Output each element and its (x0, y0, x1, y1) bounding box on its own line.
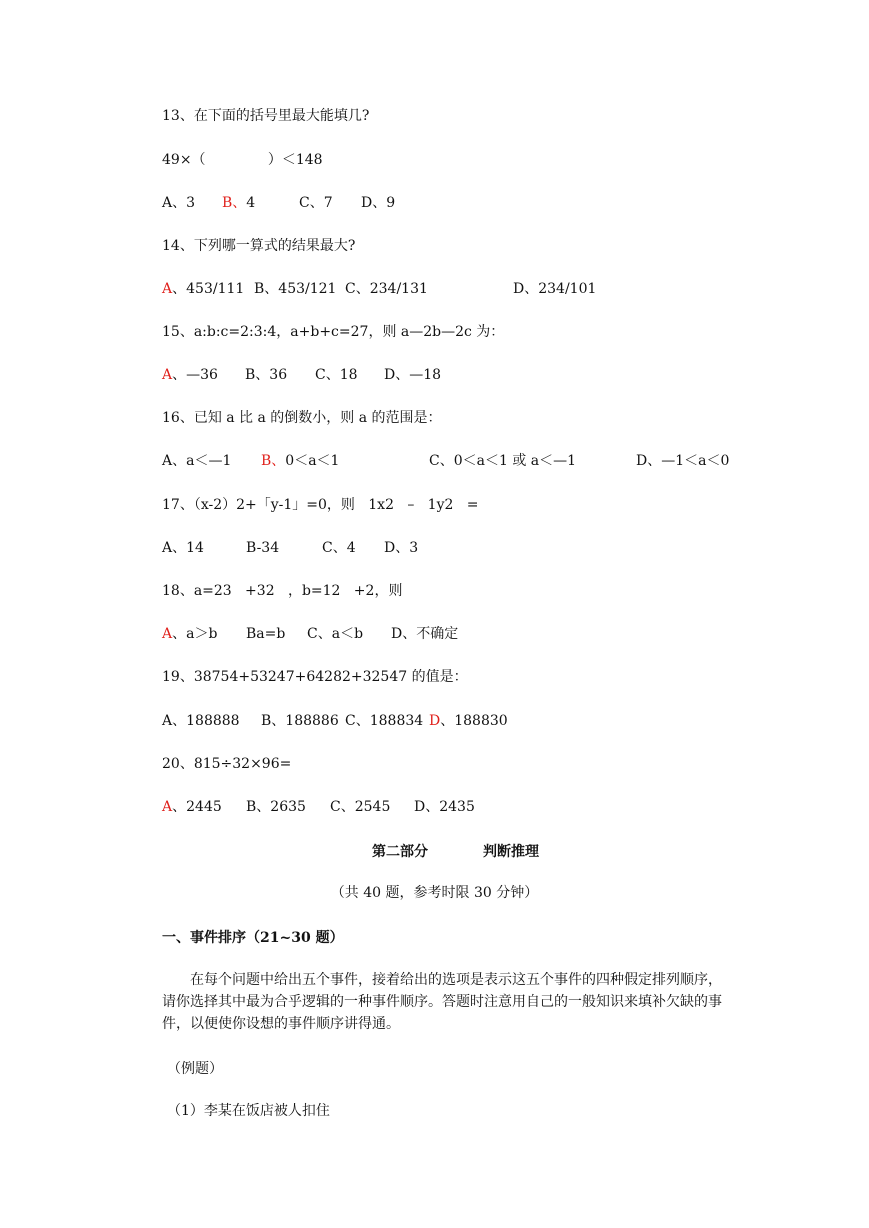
option-text: —36 (186, 367, 218, 383)
section-instructions: 在每个问题中给出五个事件，接着给出的选项是表示这五个事件的四种假定排列顺序，请你选择其中最为合乎逻辑的一种事件顺序。答题时注意用自己的一般知识来填补欠缺的事件，以便使你设想的事件顺序讲得通。 (162, 972, 722, 1032)
option-text: 4 (246, 195, 256, 211)
option-text: 188886 (285, 713, 339, 729)
section-title: 一、事件排序（21~30 题） (162, 930, 344, 946)
option-sep: 、 (647, 453, 662, 469)
option-d (636, 452, 729, 470)
option-text: 453/121 (278, 281, 337, 297)
option-letter: D (414, 799, 426, 815)
option-d (414, 798, 475, 816)
option-b (222, 194, 255, 212)
option-text: 453/111 (186, 281, 245, 297)
question-20-title: 20、815÷32×96= (162, 756, 292, 772)
option-text: 2635 (270, 799, 306, 815)
option-c (345, 712, 423, 730)
option-d (361, 194, 395, 212)
option-text: 2435 (439, 799, 475, 815)
option-sep: 、 (355, 713, 370, 729)
option-b (246, 625, 285, 643)
question-19-title: 19、38754+53247+64282+32547 的值是： (162, 669, 468, 685)
option-letter: A (162, 713, 173, 729)
question-17-title: 17、（x-2）2+「y-1」=0，则 1x2 – 1y2 = (162, 497, 479, 513)
option-letter: C (322, 540, 333, 556)
option-sep: 、 (256, 799, 271, 815)
option-letter: B (246, 799, 257, 815)
example-label: （例题） (167, 1061, 223, 1077)
option-letter: B (245, 367, 256, 383)
part-heading-left: 第二部分 (372, 844, 428, 860)
option-text: 234/131 (369, 281, 428, 297)
option-sep: 、 (440, 713, 455, 729)
option-text: 234/101 (538, 281, 597, 297)
option-sep: 、 (355, 281, 370, 297)
option-letter: B (222, 195, 233, 211)
option-text: a＞b (186, 626, 218, 642)
question-15-title: 15、a:b:c=2:3:4，a+b+c=27，则 a—2b—2c 为： (162, 324, 505, 340)
option-text: 9 (386, 195, 396, 211)
question-16-title: 16、已知 a 比 a 的倒数小，则 a 的范围是： (162, 410, 442, 426)
option-letter: D (513, 281, 525, 297)
option-letter: C (315, 367, 326, 383)
option-sep: 、 (172, 540, 187, 556)
option-a (162, 366, 218, 384)
option-text: 3 (186, 195, 196, 211)
option-a (162, 452, 231, 470)
option-sep: 、 (340, 799, 355, 815)
option-letter: C (345, 713, 356, 729)
option-text: 14 (186, 540, 204, 556)
option-text: a＜—1 (186, 453, 232, 469)
option-letter: B (261, 713, 272, 729)
option-b (261, 712, 339, 730)
option-text: a＜b (331, 626, 364, 642)
option-letter: D (384, 540, 396, 556)
option-d (429, 712, 508, 730)
option-sep: 、 (172, 713, 187, 729)
option-text: —18 (409, 367, 442, 383)
option-letter: B (246, 540, 257, 556)
option-letter: D (384, 367, 396, 383)
option-text: 4 (346, 540, 356, 556)
option-sep: 、 (524, 281, 539, 297)
option-sep: 、 (255, 367, 270, 383)
option-letter: A (162, 626, 173, 642)
option-sep: 、 (395, 540, 410, 556)
option-text: 0＜a＜1 (285, 453, 340, 469)
option-b (246, 539, 279, 557)
option-sep: 、 (402, 626, 417, 642)
option-sep: 、 (264, 281, 279, 297)
option-letter: D (391, 626, 403, 642)
option-c (330, 798, 390, 816)
option-letter: C (429, 453, 440, 469)
option-letter: A (162, 195, 173, 211)
option-sep: 、 (172, 367, 187, 383)
option-c (322, 539, 356, 557)
option-sep: 、 (172, 626, 187, 642)
option-text: -34 (256, 540, 280, 556)
option-letter: C (299, 195, 310, 211)
option-a (162, 194, 195, 212)
option-c (307, 625, 363, 643)
option-sep: 、 (172, 799, 187, 815)
option-letter: A (162, 367, 173, 383)
option-sep: 、 (325, 367, 340, 383)
part-subheading: （共 40 题，参考时限 30 分钟） (330, 885, 539, 901)
option-text: 7 (323, 195, 333, 211)
option-b (261, 452, 339, 470)
option-sep: 、 (271, 453, 286, 469)
option-sep: 、 (372, 195, 387, 211)
option-letter: D (361, 195, 373, 211)
option-a (162, 798, 222, 816)
option-letter: A (162, 540, 173, 556)
option-text: 不确定 (416, 626, 459, 642)
question-18-title: 18、a=23 +32 ，b=12 +2，则 (162, 583, 403, 599)
option-sep: 、 (271, 713, 286, 729)
option-sep: 、 (172, 195, 187, 211)
option-sep: 、 (172, 453, 187, 469)
question-14-title: 14、下列哪一算式的结果最大? (162, 238, 356, 254)
option-letter: C (345, 281, 356, 297)
option-text: 188888 (186, 713, 240, 729)
option-c (345, 280, 428, 298)
question-13-title: 13、在下面的括号里最大能填几? (162, 108, 370, 124)
option-text: 2545 (354, 799, 391, 815)
option-letter: A (162, 799, 173, 815)
option-sep: 、 (439, 453, 454, 469)
option-c (315, 366, 358, 384)
option-d (384, 366, 441, 384)
option-sep: 、 (309, 195, 324, 211)
option-a (162, 625, 217, 643)
option-c (429, 452, 576, 470)
option-text: —1＜a＜0 (661, 453, 730, 469)
option-d (384, 539, 418, 557)
option-text: 2445 (186, 799, 222, 815)
option-sep: 、 (317, 626, 332, 642)
option-letter: A (162, 281, 173, 297)
option-sep: 、 (232, 195, 247, 211)
option-text: 36 (269, 367, 288, 383)
option-a (162, 712, 240, 730)
option-a (162, 280, 244, 298)
option-text: 3 (409, 540, 419, 556)
option-text: 188830 (454, 713, 508, 729)
option-letter: D (429, 713, 441, 729)
option-letter: C (307, 626, 318, 642)
option-letter: C (330, 799, 341, 815)
option-b (254, 280, 336, 298)
option-c (299, 194, 333, 212)
option-b (245, 366, 287, 384)
option-d (391, 625, 458, 643)
option-letter: B (254, 281, 265, 297)
option-d (513, 280, 596, 298)
option-sep: 、 (425, 799, 440, 815)
option-text: 0＜a＜1 或 a＜—1 (453, 453, 577, 469)
part-heading-right: 判断推理 (483, 844, 539, 860)
option-sep: 、 (332, 540, 347, 556)
option-sep: 、 (395, 367, 410, 383)
option-text: 18 (339, 367, 358, 383)
option-letter: B (261, 453, 272, 469)
option-text: 188834 (369, 713, 424, 729)
option-b (246, 798, 306, 816)
example-item: （1）李某在饭店被人扣住 (167, 1103, 330, 1119)
option-sep: 、 (172, 281, 187, 297)
option-a (162, 539, 204, 557)
question-13-expression: 49×（ ）＜148 (162, 152, 323, 168)
option-letter: D (636, 453, 648, 469)
option-letter: A (162, 453, 173, 469)
option-text: a=b (256, 626, 286, 642)
option-letter: B (246, 626, 257, 642)
